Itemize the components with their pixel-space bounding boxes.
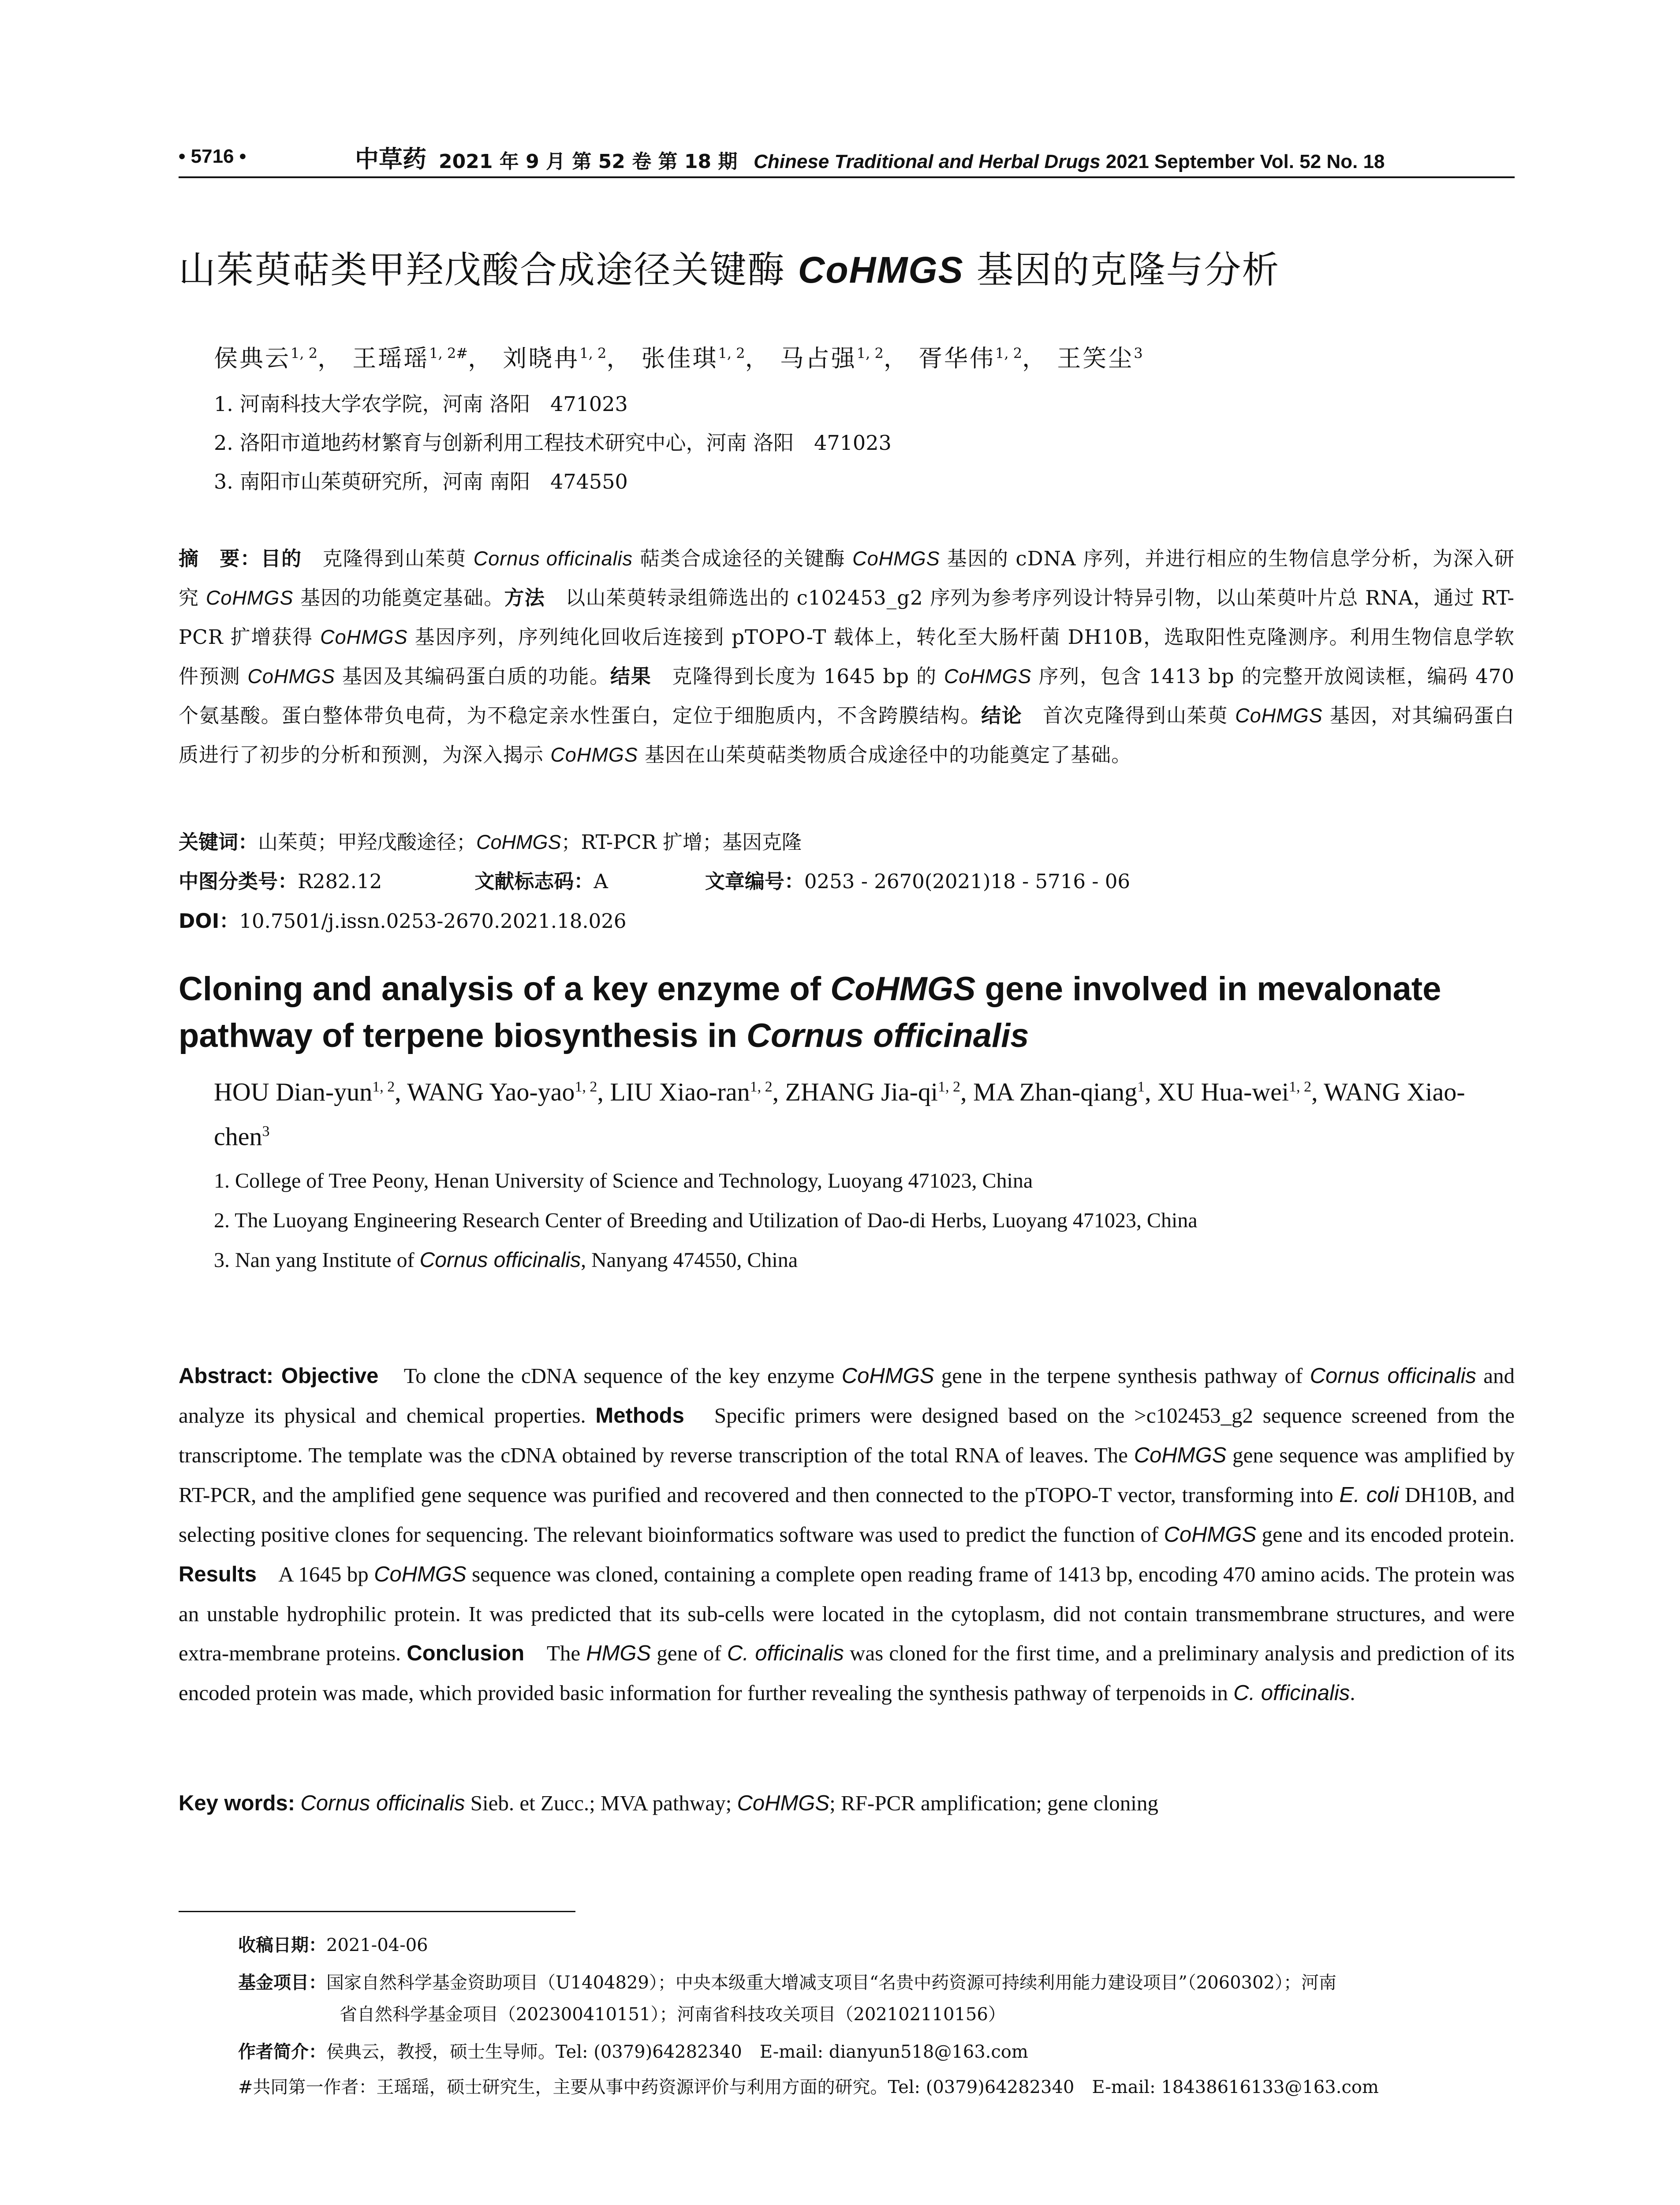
title-cn: 山茱萸萜类甲羟戊酸合成途径关键酶 CoHMGS 基因的克隆与分析: [179, 248, 1280, 292]
footnote-rule: [179, 1911, 575, 1912]
affiliation-en-3: 3. Nan yang Institute of Cornus officinalis, Nanyang 474550, China: [214, 1248, 798, 1272]
authors-cn: 侯典云$^{1, 2}$， 王瑶瑶$^{1, 2\#}$， 刘晓冉$^{1, 2}$， 张佳琪$^{1, 2}$， 马占强$^{1, 2}$， 胥华伟$^{1, 2}$， 王笑尘$^3$: [214, 344, 1143, 372]
doi-link[interactable]: 10.7501/j.issn.0253-2670.2021.18.026: [239, 909, 627, 933]
footnote-received: 收稿日期：2021-04-06: [238, 1935, 428, 1955]
journal-title-en: Chinese Traditional and Herbal Drugs: [754, 151, 1101, 172]
title-en: Cloning and analysis of a key enzyme of CoHMGS gene involved in mevalonate pathway of terpene biosynthesis in Cornus officinalis: [179, 970, 1441, 1054]
abstract-en: Abstract: Objective To clone the cDNA sequence of the key enzyme CoHMGS gene in the terpene synthesis pathway of Cornus officinalis and analyze its physical and chemical properties. Methods Specific primers were designed based on the >c102453_g2 sequence screened from the transcriptome. The template was the cDNA obtained by reverse transcription of the total RNA of leaves. The CoHMGS gene sequence was amplified by RT-PCR, and the amplified gene sequence was purified and recovered and then connected to the pTOPO-T vector, transforming into E. coli DH10B, and selecting positive clones for sequencing. The relevant bioinformatics software was used to predict the function of CoHMGS gene and its encoded protein. Results A 1645 bp CoHMGS sequence was cloned, containing a complete open reading frame of 1413 bp, encoding 470 amino acids. The protein was an unstable hydrophilic protein. It was predicted that its sub-cells were located in the cytoplasm, did not contain transmembrane structures, and were extra-membrane proteins. Conclusion The HMGS gene of C. officinalis was cloned for the first time, and a preliminary analysis and prediction of its encoded protein was made, which provided basic information for further revealing the synthesis pathway of terpenoids in C. officinalis.: [179, 1364, 1515, 1705]
affiliation-cn-1: 1. 河南科技大学农学院，河南 洛阳 471023: [214, 392, 628, 416]
footnote-cofirst-author: #共同第一作者：王瑶瑶，硕士研究生，主要从事中药资源评价与利用方面的研究。Tel: (0379)64282340 E-mail: 18438616133@163.com: [238, 2077, 1379, 2097]
keywords-cn: 关键词：山茱萸；甲羟戊酸途径；CoHMGS；RT-PCR 扩增；基因克隆: [179, 830, 802, 854]
page-number: • 5716 •: [179, 146, 246, 167]
abstract-cn: 摘 要：目的 克隆得到山茱萸 Cornus officinalis 萜类合成途径的关键酶 CoHMGS 基因的 cDNA 序列，并进行相应的生物信息学分析，为深入研究 CoHMGS 基因的功能奠定基础。方法 以山茱萸转录组筛选出的 c102453_g2 序列为参考序列设计特异引物，以山茱萸叶片总 RNA，通过 RT-PCR 扩增获得 CoHMGS 基因序列，序列纯化回收后连接到 pTOPO-T 载体上，转化至大肠杆菌 DH10B，选取阳性克隆测序。利用生物信息学软件预测 CoHMGS 基因及其编码蛋白质的功能。结果 克隆得到长度为 1645 bp 的 CoHMGS 序列，包含 1413 bp 的完整开放阅读框，编码 470 个氨基酸。蛋白整体带负电荷，为不稳定亲水性蛋白，定位于细胞质内，不含跨膜结构。结论 首次克隆得到山茱萸 CoHMGS 基因，对其编码蛋白质进行了初步的分析和预测，为深入揭示 CoHMGS 基因在山茱萸萜类物质合成途径中的功能奠定了基础。: [179, 547, 1515, 766]
affiliation-cn-3: 3. 南阳市山茱萸研究所，河南 南阳 474550: [214, 470, 628, 493]
running-header: [179, 140, 1515, 180]
affiliation-en-2: 2. The Luoyang Engineering Research Center of Breeding and Utilization of Dao-di Herbs, Luoyang 471023, China: [214, 1209, 1198, 1232]
doi-line: DOI：10.7501/j.issn.0253-2670.2021.18.026: [179, 909, 627, 933]
affiliation-cn-2: 2. 洛阳市道地药材繁育与创新利用工程技术研究中心，河南 洛阳 471023: [214, 431, 892, 455]
footnote-author: 作者简介：侯典云，教授，硕士生导师。Tel: (0379)64282340 E-mail: dianyun518@163.com: [238, 2042, 1028, 2062]
affiliation-en-1: 1. College of Tree Peony, Henan University of Science and Technology, Luoyang 471023, China: [214, 1169, 1033, 1192]
keywords-en: Key words: Cornus officinalis Sieb. et Zucc.; MVA pathway; CoHMGS; RF-PCR amplification; gene cloning: [179, 1791, 1158, 1815]
journal-issue-info: 2021 年 9 月 第 52 卷 第 18 期 Chinese Traditional and Herbal Drugs 2021 September Vol. 52 No. 18: [439, 150, 1385, 173]
header-rule: [179, 176, 1515, 178]
authors-en: HOU Dian-yun$^{1, 2}$, WANG Yao-yao$^{1, 2}$, LIU Xiao-ran$^{1, 2}$, ZHANG Jia-qi$^{1, 2}$, MA Zhan-qiang$^1$, XU Hua-wei$^{1, 2}$, WANG Xiao-chen$^3$: [214, 1077, 1465, 1151]
classification-line: 中图分类号：R282.12 文献标志码：A 文章编号：0253 - 2670(2021)18 - 5716 - 06: [179, 870, 1131, 893]
footnote-funding: 基金项目：国家自然科学基金资助项目（U1404829）；中央本级重大增减支项目“名贵中药资源可持续利用能力建设项目”（2060302）；河南 省自然科学基金项目（202300410151）；河南省科技攻关项目（202102110156）: [238, 1973, 1337, 2025]
journal-title-cn: 中草药: [355, 145, 426, 173]
